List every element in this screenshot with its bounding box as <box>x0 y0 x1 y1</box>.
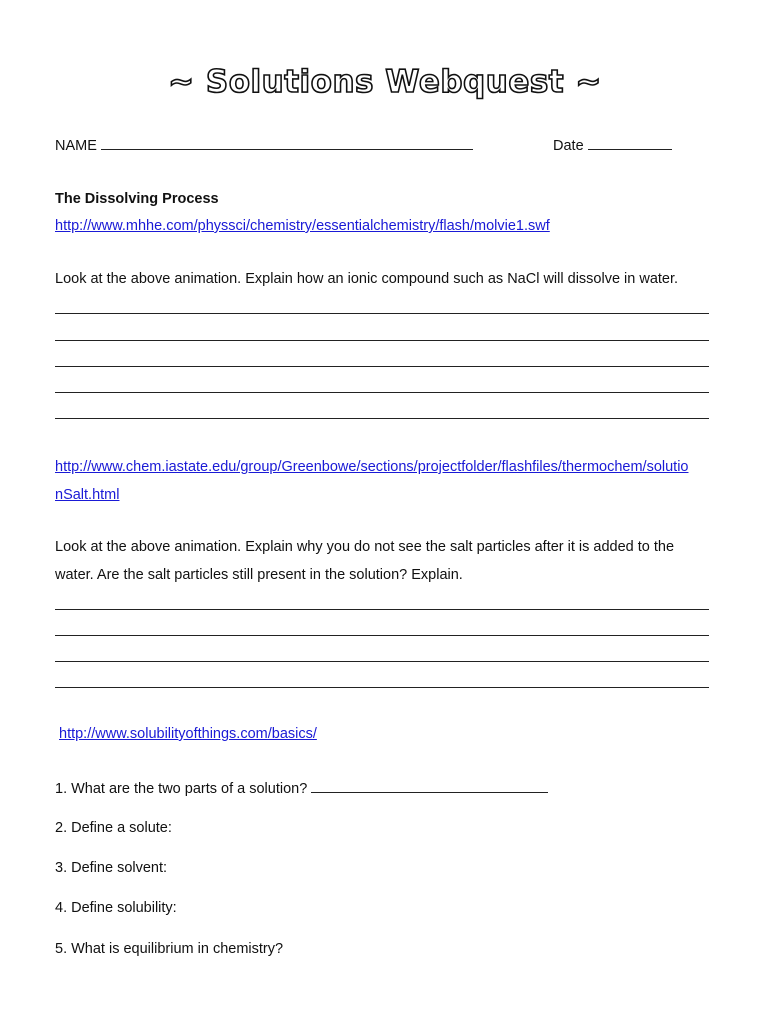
solubility-link[interactable]: http://www.solubilityofthings.com/basics/ <box>59 726 317 742</box>
date-blank <box>588 137 672 150</box>
name-field <box>55 137 473 154</box>
question-1-text: 1. What are the two parts of a solution? <box>55 781 308 797</box>
question-2: 2. Define a solute: <box>55 820 172 836</box>
question-salt-particles: Look at the above animation. Explain why you do not see the salt particles after it is added to the <box>55 539 675 555</box>
page-title: ~ Solutions Webquest ~ <box>168 64 602 100</box>
question-ionic-dissolve: Look at the above animation. Explain how an ionic compound such as NaCl will dissolve in water. <box>55 271 679 287</box>
animation-link-2[interactable]: http://www.chem.iastate.edu/group/Greenbowe/sections/projectfolder/flashfiles/thermochem/solutio <box>55 459 689 475</box>
question-4: 4. Define solubility: <box>55 900 177 916</box>
answer-line <box>55 661 709 662</box>
question-salt-particles-continued: water. Are the salt particles still present in the solution? Explain. <box>55 567 463 583</box>
section-heading: The Dissolving Process <box>55 191 219 207</box>
answer-line <box>55 392 709 393</box>
name-label: NAME <box>55 138 97 154</box>
answer-line <box>55 687 709 688</box>
animation-link-2-continued[interactable]: nSalt.html <box>55 487 120 503</box>
answer-line <box>55 340 709 341</box>
answer-line <box>55 313 709 314</box>
answer-line <box>55 418 709 419</box>
answer-line <box>55 635 709 636</box>
question-1-blank <box>311 780 548 793</box>
animation-link-1[interactable]: http://www.mhhe.com/physsci/chemistry/essentialchemistry/flash/molvie1.swf <box>55 218 550 234</box>
date-field <box>553 137 672 154</box>
question-5: 5. What is equilibrium in chemistry? <box>55 941 284 957</box>
question-3: 3. Define solvent: <box>55 860 168 876</box>
question-1 <box>55 780 548 797</box>
name-blank <box>101 137 473 150</box>
answer-line <box>55 366 709 367</box>
answer-line <box>55 609 709 610</box>
date-label: Date <box>553 138 584 154</box>
